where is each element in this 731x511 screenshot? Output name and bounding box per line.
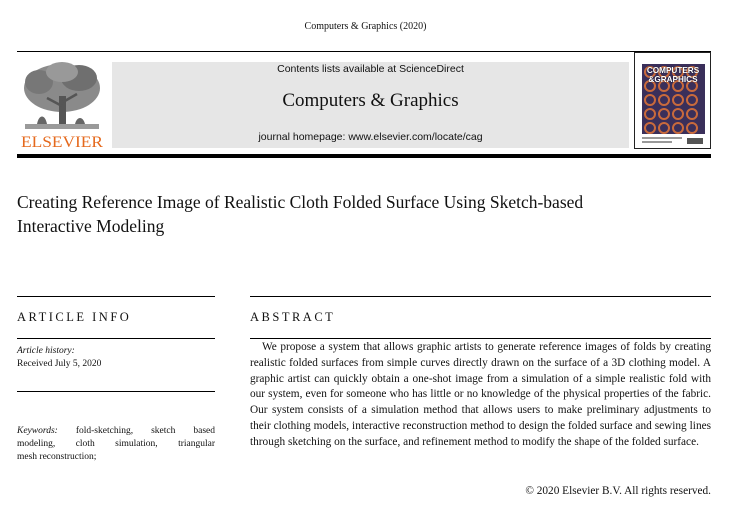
- contents-line: Contents lists available at ScienceDirect: [277, 63, 464, 75]
- journal-cover-image: [634, 52, 711, 149]
- elsevier-tree-icon: [17, 58, 107, 150]
- paper-title-line: Interactive Modeling: [17, 216, 165, 236]
- keywords-text: fold-sketching, sketch based: [75, 426, 215, 436]
- cover-title: [639, 66, 707, 84]
- article-info-rule: [17, 296, 215, 297]
- article-info-heading: ARTICLE INFO: [17, 310, 132, 324]
- elsevier-logo: [17, 58, 107, 150]
- abstract-text: We propose a system that allows graphic artists to generate reference images of folds by creating realistic folded surfaces from simple curves directly drawn on the surface of a 3D clothing model. A graphic artist can quickly obtain a one-shot image from a simulation of a simple realistic fold with our system, even for someone who has little or no knowledge of the physical properties of the fabric. Our system consists of a simulation method that allows users to make preliminary adjustments to their clothing models, interactive reconstruction method to design the folded surface and sewing lines through sketching on the surface, and refinement method to modify the shape of the folded surface.: [250, 341, 711, 448]
- cover-text-line: [642, 137, 682, 139]
- paper-title: [17, 190, 707, 238]
- received-date: Received July 5, 2020: [17, 359, 102, 369]
- article-info-rule: [17, 338, 215, 339]
- cover-logo-mark: [687, 138, 703, 144]
- article-history-label: Article history:: [17, 346, 75, 356]
- keywords: [17, 425, 215, 464]
- keywords-label: Keywords:: [17, 426, 58, 436]
- header-thick-rule: [17, 154, 711, 158]
- article-info-rule: [17, 391, 215, 392]
- journal-homepage: journal homepage: www.elsevier.com/locate/cag: [258, 131, 483, 143]
- keywords-text: mesh reconstruction;: [17, 452, 97, 462]
- paper-title-line: Creating Reference Image of Realistic Cloth Folded Surface Using Sketch-based: [17, 192, 584, 212]
- copyright-notice: © 2020 Elsevier B.V. All rights reserved.: [525, 485, 711, 497]
- publisher-wordmark: ELSEVIER: [21, 134, 104, 150]
- header-rule: [17, 51, 711, 52]
- cover-text-line: [642, 141, 672, 143]
- cover-title-line: &GRAPHICS: [648, 75, 698, 84]
- abstract-rule: [250, 296, 711, 297]
- abstract-heading: ABSTRACT: [250, 310, 336, 324]
- keywords-text: modeling, cloth simulation, triangular: [17, 439, 215, 449]
- abstract-rule: [250, 338, 711, 339]
- journal-title: Computers & Graphics: [282, 90, 459, 111]
- running-head: Computers & Graphics (2020): [304, 21, 427, 32]
- cover-title-line: COMPUTERS: [646, 66, 700, 75]
